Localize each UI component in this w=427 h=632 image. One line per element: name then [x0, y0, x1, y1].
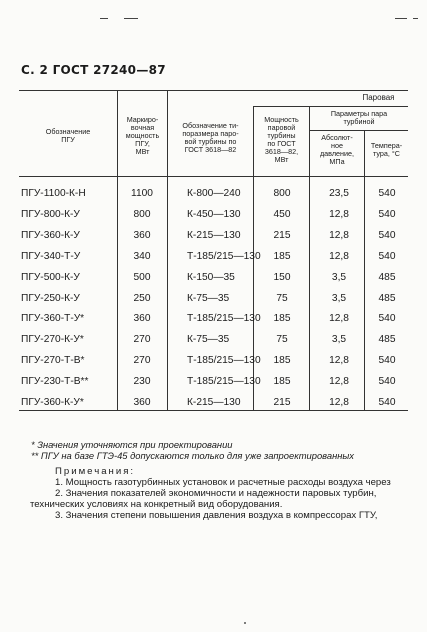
- cell-capacity: 230: [133, 376, 151, 388]
- cell-abs-pressure: 12,8: [329, 355, 349, 367]
- cell-turbine-type: К-150—35: [187, 271, 235, 283]
- cell-capacity: 500: [133, 271, 151, 283]
- header-temperature: Темпера- тура, °С: [370, 141, 403, 158]
- note-line: 3. Значения степени повышения давления воздуха в компрессорах ГТУ,: [55, 510, 378, 521]
- cell-designation: ПГУ-230-Т-В**: [21, 376, 89, 388]
- table-row: [19, 312, 408, 334]
- header-designation: Обозначение ПГУ: [45, 127, 91, 144]
- cell-capacity: 340: [133, 250, 151, 262]
- header-bottom-border: [19, 176, 408, 177]
- cell-designation: ПГУ-360-К-У: [21, 229, 80, 241]
- cell-turbine-power: 150: [273, 271, 291, 283]
- cell-turbine-power: 800: [273, 188, 291, 199]
- cell-designation: ПГУ-360-К-У*: [21, 397, 84, 408]
- notes-section: [30, 466, 410, 521]
- cell-abs-pressure: 12,8: [329, 229, 349, 241]
- header-steam-params: Параметры пара турбиной: [330, 109, 388, 126]
- cell-designation: ПГУ-800-К-У: [21, 208, 80, 220]
- cell-turbine-type: К-75—35: [187, 292, 230, 304]
- cell-designation: ПГУ-1100-К-Н: [21, 188, 86, 199]
- cell-temperature: 540: [378, 355, 396, 367]
- header-turbine-power: Мощность паровой турбины по ГОСТ 3618—82, МВт: [264, 115, 299, 164]
- cell-turbine-power: 185: [273, 376, 291, 388]
- steam-params-divider: [309, 130, 408, 131]
- cell-abs-pressure: 12,8: [329, 397, 349, 408]
- cell-turbine-power: 75: [276, 292, 288, 304]
- top-margin-mark: [100, 18, 108, 19]
- cell-designation: ПГУ-360-Т-У*: [21, 313, 85, 325]
- footnote-line: * Значения уточняются при проектировании: [31, 439, 233, 450]
- cell-temperature: 540: [378, 376, 396, 388]
- cell-designation: ПГУ-270-Т-В*: [21, 355, 85, 367]
- table-row: [19, 292, 408, 314]
- note-line: 1. Мощность газотурбинных установок и расчетные расходы воздуха через: [55, 477, 391, 488]
- cell-capacity: 360: [133, 313, 151, 325]
- table-row: [19, 208, 408, 230]
- top-margin-mark: [124, 18, 138, 19]
- note-line: технических условиях на конкретный вид оборудования.: [30, 499, 283, 510]
- cell-turbine-type: К-450—130: [187, 208, 241, 220]
- cell-capacity: 360: [133, 397, 151, 408]
- cell-turbine-power: 185: [273, 313, 291, 325]
- note-line: 2. Значения показателей экономичности и надежности паровых турбин,: [55, 488, 377, 499]
- table-row: [19, 250, 408, 272]
- group-header-divider: [253, 106, 408, 107]
- notes-title: Примечания:: [55, 466, 136, 477]
- cell-turbine-power: 215: [273, 397, 291, 408]
- cell-turbine-type: Т-185/215—130: [187, 376, 261, 388]
- table-row: [19, 187, 408, 209]
- table-row: [19, 333, 408, 355]
- cell-abs-pressure: 12,8: [329, 250, 349, 262]
- header-abs-pressure: Абсолют- ное давление, МПа: [319, 133, 354, 166]
- table-row: [19, 396, 408, 418]
- cell-temperature: 540: [378, 250, 396, 262]
- cell-abs-pressure: 12,8: [329, 313, 349, 325]
- top-margin-mark: [413, 18, 418, 19]
- cell-designation: ПГУ-270-К-У*: [21, 334, 84, 346]
- group-header-steam: Паровая: [362, 93, 395, 102]
- cell-capacity: 360: [133, 229, 151, 241]
- cell-turbine-type: Т-185/215—130: [187, 313, 261, 325]
- cell-designation: ПГУ-340-Т-У: [21, 250, 81, 262]
- page-header: С. 2 ГОСТ 27240—87: [21, 63, 166, 77]
- cell-turbine-power: 185: [273, 250, 291, 262]
- cell-temperature: 540: [378, 313, 396, 325]
- cell-designation: ПГУ-500-К-У: [21, 271, 80, 283]
- cell-turbine-type: К-75—35: [187, 334, 230, 346]
- cell-abs-pressure: 12,8: [329, 208, 349, 220]
- footnotes: [31, 439, 411, 461]
- cell-temperature: 485: [378, 271, 396, 283]
- cell-turbine-type: К-215—130: [187, 397, 241, 408]
- cell-capacity: 270: [133, 334, 151, 346]
- cell-temperature: 540: [378, 188, 396, 199]
- table-row: [19, 375, 408, 397]
- table-row: [19, 229, 408, 251]
- header-capacity: Маркиро- вочная мощность ПГУ, МВт: [125, 115, 160, 156]
- footnote-line: ** ПГУ на базе ГТЭ-45 допускаются только для уже запроектированных: [31, 450, 354, 461]
- cell-abs-pressure: 12,8: [329, 376, 349, 388]
- cell-turbine-type: К-215—130: [187, 229, 241, 241]
- cell-capacity: 270: [133, 355, 151, 367]
- cell-temperature: 540: [378, 397, 396, 408]
- header-turbine-type: Обозначение ти- поразмера паро- вой турбины по ГОСТ 3618—82: [182, 121, 239, 154]
- table-top-border: [19, 90, 408, 91]
- cell-turbine-type: Т-185/215—130: [187, 250, 261, 262]
- top-margin-mark: [395, 18, 407, 19]
- data-table: [19, 90, 408, 415]
- cell-turbine-type: Т-185/215—130: [187, 355, 261, 367]
- cell-turbine-power: 185: [273, 355, 291, 367]
- cell-capacity: 1100: [131, 188, 153, 199]
- cell-abs-pressure: 3,5: [331, 334, 347, 346]
- cell-temperature: 485: [378, 334, 396, 346]
- cell-capacity: 800: [133, 208, 151, 220]
- page-speck: [244, 622, 246, 624]
- cell-temperature: 540: [378, 229, 396, 241]
- cell-abs-pressure: 3,5: [331, 271, 347, 283]
- cell-designation: ПГУ-250-К-У: [21, 292, 80, 304]
- table-row: [19, 354, 408, 376]
- cell-abs-pressure: 3,5: [331, 292, 347, 304]
- cell-turbine-power: 450: [273, 208, 291, 220]
- cell-abs-pressure: 23,5: [329, 188, 349, 199]
- cell-temperature: 540: [378, 208, 396, 220]
- cell-turbine-power: 75: [276, 334, 288, 346]
- table-row: [19, 271, 408, 293]
- cell-turbine-power: 215: [273, 229, 291, 241]
- cell-turbine-type: К-800—240: [187, 188, 241, 199]
- cell-capacity: 250: [133, 292, 151, 304]
- cell-temperature: 485: [378, 292, 396, 304]
